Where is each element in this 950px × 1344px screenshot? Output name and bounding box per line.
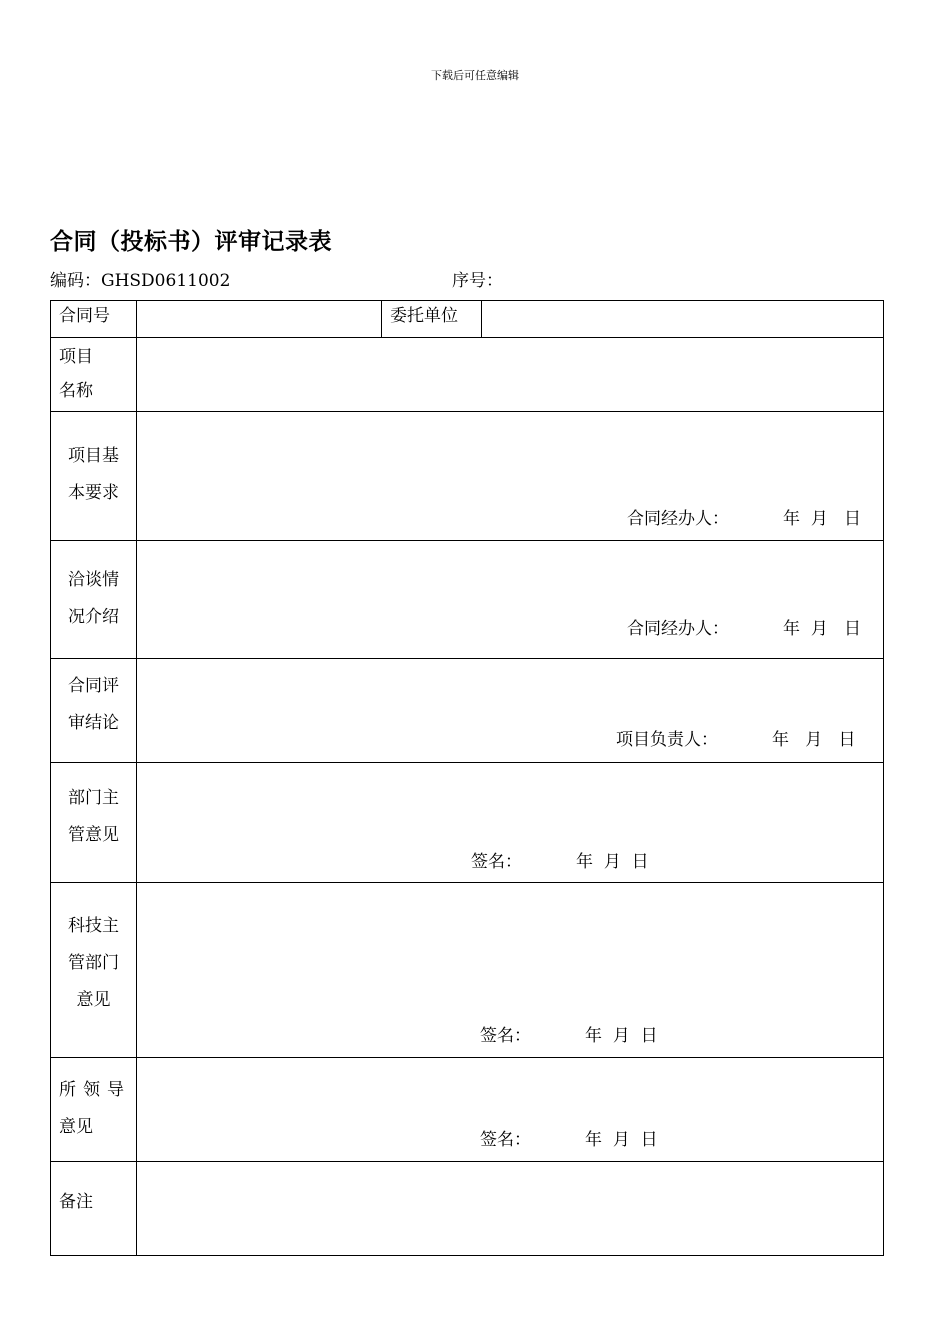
header-note: 下载后可任意编辑 bbox=[431, 69, 519, 82]
dept-opinion-field[interactable] bbox=[137, 763, 884, 883]
basic-req-signature-line: 合同经办人： 年 月 日 bbox=[627, 509, 862, 529]
dept-opinion-label-line1: 部门主 bbox=[68, 788, 119, 808]
review-conclusion-signature-line: 项目负责人： 年 月 日 bbox=[616, 730, 856, 750]
negotiation-label-line1: 洽谈情 bbox=[68, 570, 119, 590]
row-basic-requirements bbox=[51, 412, 884, 541]
negotiation-label-line2: 况介绍 bbox=[68, 607, 119, 627]
leader-opinion-label-line2: 意见 bbox=[59, 1117, 93, 1137]
leader-opinion-field[interactable] bbox=[137, 1058, 884, 1162]
tech-opinion-label-cell bbox=[51, 883, 137, 1058]
remarks-label-cell bbox=[51, 1162, 137, 1256]
row-review-conclusion bbox=[51, 659, 884, 763]
project-name-label-line2: 名称 bbox=[59, 381, 93, 401]
leader-opinion-label-cell bbox=[51, 1058, 137, 1162]
row-dept-opinion bbox=[51, 763, 884, 883]
contract-no-label: 合同号 bbox=[59, 306, 110, 326]
contract-no-field[interactable] bbox=[137, 301, 382, 338]
tech-opinion-signature-line: 签名： 年 月 日 bbox=[480, 1026, 658, 1046]
row-negotiation bbox=[51, 541, 884, 659]
client-field[interactable] bbox=[482, 301, 884, 338]
leader-opinion-label-line1: 所领导 bbox=[59, 1080, 131, 1100]
document-code: 编码：GHSD0611002 bbox=[50, 271, 231, 291]
dept-opinion-signature-line: 签名： 年 月 日 bbox=[471, 852, 649, 872]
row-tech-opinion bbox=[51, 883, 884, 1058]
basic-req-label-cell bbox=[51, 412, 137, 541]
page-title: 合同（投标书）评审记录表 bbox=[50, 229, 332, 255]
project-name-label-line1: 项目 bbox=[59, 347, 93, 367]
negotiation-signature-line: 合同经办人： 年 月 日 bbox=[627, 619, 862, 639]
remarks-label: 备注 bbox=[59, 1192, 93, 1212]
tech-opinion-label-line1: 科技主 bbox=[68, 916, 119, 936]
row-remarks bbox=[51, 1162, 884, 1256]
basic-req-label-line1: 项目基 bbox=[68, 446, 119, 466]
basic-req-field[interactable] bbox=[137, 412, 884, 541]
row-contract bbox=[51, 301, 884, 338]
row-leader-opinion bbox=[51, 1058, 884, 1162]
tech-opinion-label-line3: 意见 bbox=[76, 990, 111, 1010]
project-name-label-cell bbox=[51, 338, 137, 412]
client-label-cell bbox=[382, 301, 482, 338]
row-project-name bbox=[51, 338, 884, 412]
review-conclusion-label-line2: 审结论 bbox=[68, 713, 119, 733]
project-name-field[interactable] bbox=[137, 338, 884, 412]
client-label: 委托单位 bbox=[390, 306, 458, 326]
review-conclusion-label-line1: 合同评 bbox=[68, 676, 119, 696]
sequence-number-label: 序号： bbox=[452, 271, 503, 291]
basic-req-label-line2: 本要求 bbox=[68, 483, 119, 503]
leader-opinion-signature-line: 签名： 年 月 日 bbox=[480, 1130, 658, 1150]
contract-no-label-cell bbox=[51, 301, 137, 338]
dept-opinion-label-line2: 管意见 bbox=[68, 825, 119, 845]
remarks-field[interactable] bbox=[137, 1162, 884, 1256]
review-conclusion-field[interactable] bbox=[137, 659, 884, 763]
negotiation-field[interactable] bbox=[137, 541, 884, 659]
review-record-table bbox=[50, 300, 884, 1256]
review-conclusion-label-cell bbox=[51, 659, 137, 763]
dept-opinion-label-cell bbox=[51, 763, 137, 883]
tech-opinion-field[interactable] bbox=[137, 883, 884, 1058]
negotiation-label-cell bbox=[51, 541, 137, 659]
tech-opinion-label-line2: 管部门 bbox=[68, 953, 119, 973]
